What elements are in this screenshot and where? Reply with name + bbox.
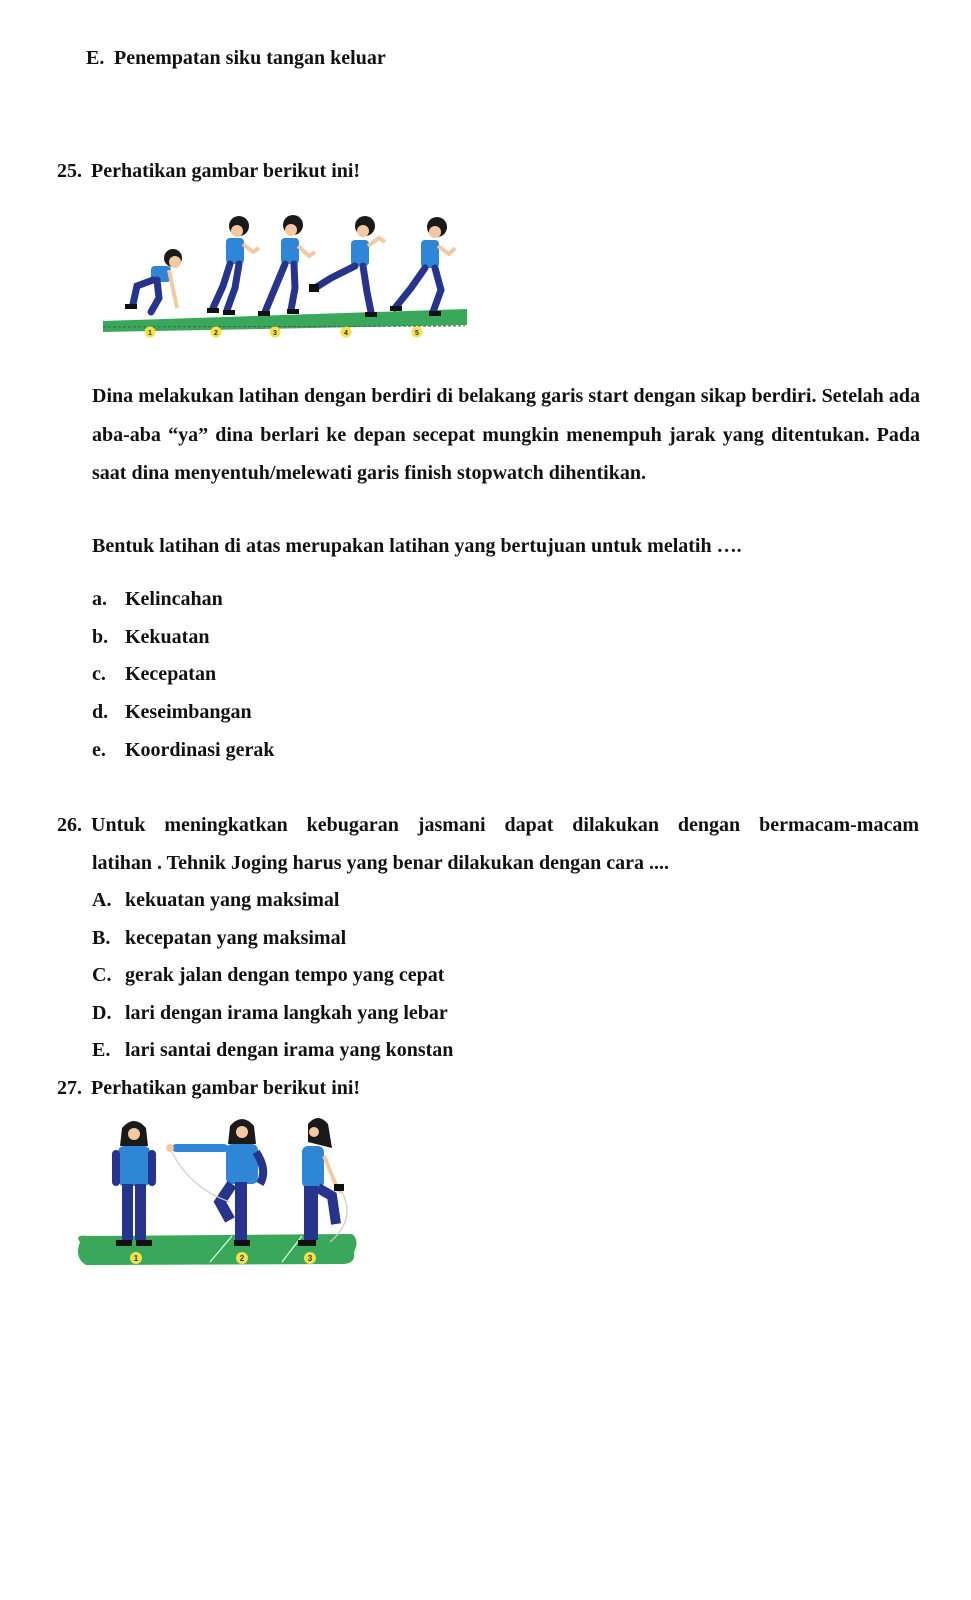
marker-label: 2 <box>214 330 218 337</box>
question-25-paragraph: Dina melakukan latihan dengan berdiri di belakang garis start dengan sikap berdiri. Setelah ada aba-aba “ya” dina berlari ke depan secepat mungkin menempuh jarak yang ditentukan. Pada saat dina menyentuh/melewati garis finish stopwatch dihentikan. <box>92 385 920 484</box>
marker-label: 3 <box>273 330 277 337</box>
marker-label: 2 <box>239 1254 245 1263</box>
marker-1 <box>145 327 156 338</box>
runner-1 <box>125 249 182 312</box>
question-number: 27. <box>57 1077 82 1099</box>
runner-3 <box>258 215 315 316</box>
marker-4 <box>341 327 352 338</box>
track-mat <box>103 309 467 332</box>
question-26-line1 <box>57 813 919 837</box>
balance-figure <box>70 1112 362 1272</box>
question-26-line2: latihan . Tehnik Joging harus yang benar dilakukan dengan cara .... <box>92 852 670 874</box>
marker-5 <box>412 327 423 338</box>
runner-4 <box>309 216 385 317</box>
figure-1 <box>112 1121 156 1246</box>
marker-3 <box>270 327 281 338</box>
question-prompt: Perhatikan gambar berikut ini! <box>91 1077 361 1099</box>
figure-3 <box>298 1118 347 1246</box>
marker-3 <box>304 1252 316 1264</box>
marker-1 <box>130 1252 142 1264</box>
marker-2 <box>211 327 222 338</box>
option-D[interactable]: D. lari dengan irama langkah yang lebar <box>92 1002 448 1024</box>
question-number: 25. <box>57 160 82 182</box>
option-B[interactable]: B. kecepatan yang maksimal <box>92 927 347 949</box>
question-prompt: Perhatikan gambar berikut ini! <box>91 160 361 182</box>
marker-label: 5 <box>415 330 419 337</box>
question-number: 26. <box>57 814 82 836</box>
prev-option <box>86 46 386 70</box>
question-27-heading <box>57 1076 360 1100</box>
runner-5 <box>390 217 455 316</box>
question-25-heading <box>57 159 360 183</box>
runner-2 <box>207 216 259 315</box>
sprint-figure <box>95 208 475 348</box>
marker-label: 1 <box>133 1254 139 1263</box>
option-text: Penempatan siku tangan keluar <box>114 47 386 69</box>
option-e[interactable]: e. Koordinasi gerak <box>92 739 275 761</box>
marker-label: 4 <box>344 330 348 337</box>
option-b[interactable]: b. Kekuatan <box>92 626 210 648</box>
question-25-question: Bentuk latihan di atas merupakan latihan yang bertujuan untuk melatih …. <box>92 535 742 557</box>
question-text: Untuk meningkatkan kebugaran jasmani dapat dilakukan dengan bermacam-macam <box>91 814 919 836</box>
option-A[interactable]: A. kekuatan yang maksimal <box>92 889 340 911</box>
option-d[interactable]: d. Keseimbangan <box>92 701 252 723</box>
option-C[interactable]: C. gerak jalan dengan tempo yang cepat <box>92 964 445 986</box>
marker-label: 3 <box>307 1254 313 1263</box>
figure-2 <box>166 1119 263 1246</box>
option-letter: E. <box>86 47 105 69</box>
marker-label: 1 <box>148 330 152 337</box>
marker-2 <box>236 1252 248 1264</box>
option-E[interactable]: E. lari santai dengan irama yang konstan <box>92 1039 454 1061</box>
option-a[interactable]: a. Kelincahan <box>92 588 223 610</box>
option-c[interactable]: c. Kecepatan <box>92 663 217 685</box>
